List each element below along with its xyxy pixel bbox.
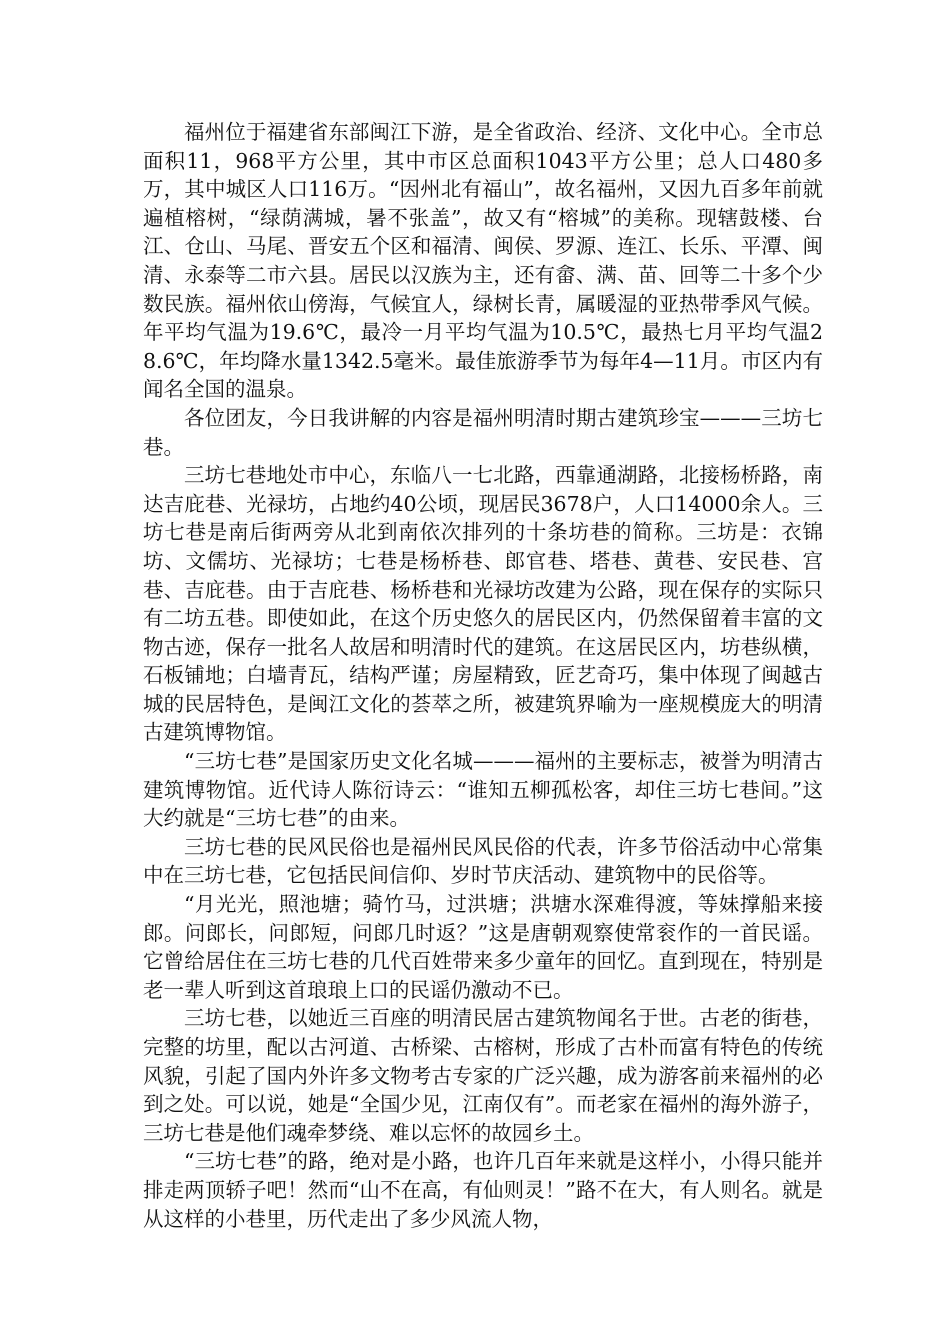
paragraph-folk-rhyme: “月光光，照池塘；骑竹马，过洪塘；洪塘水深难得渡，等妹撑船来接郎。问郎长，问郎短，问郎几时返？”这是唐朝观察使常衮作的一首民谣。它曾给居住在三坊七巷的几代百姓带来多少童年的回忆。直到现在，特别是老一辈人听到这首琅琅上口的民谣仍激动不已。 xyxy=(143,892,823,1002)
paragraph-ancient-buildings: 三坊七巷，以她近三百座的明清民居古建筑物闻名于世。古老的街巷，完整的坊里，配以古河道、古桥梁、古榕树，形成了古朴而富有特色的传统风貌，引起了国内外许多文物考古专家的广泛兴趣，成为游客前来福州的必到之处。可以说，她是“全国少见，江南仅有”。而老家在福州的海外游子，三坊七巷是他们魂牵梦绕、难以忘怀的故园乡土。 xyxy=(143,1006,823,1145)
document-page xyxy=(143,118,823,1233)
paragraph-sanfang-symbol: “三坊七巷”是国家历史文化名城———福州的主要标志，被誉为明清古建筑博物馆。近代诗人陈衍诗云：“谁知五柳孤松客，却住三坊七巷间。”这大约就是“三坊七巷”的由来。 xyxy=(143,749,823,831)
paragraph-fuzhou-overview: 福州位于福建省东部闽江下游，是全省政治、经济、文化中心。全市总面积11，968平方公里，其中市区总面积1043平方公里；总人口480多万，其中城区人口116万。“因州北有福山”，故名福州，又因九百多年前就遍植榕树，“绿荫满城，暑不张盖”，故又有“榕城”的美称。现辖鼓楼、台江、仓山、马尾、晋安五个区和福清、闽侯、罗源、连江、长乐、平潭、闽清、永泰等二市六县。居民以汉族为主，还有畲、满、苗、回等二十多个少数民族。福州依山傍海，气候宜人，绿树长青，属暖湿的亚热带季风气候。年平均气温为19.6℃，最冷一月平均气温为10.5℃，最热七月平均气温28.6℃，年均降水量1342.5毫米。最佳旅游季节为每年4—11月。市区内有闻名全国的温泉。 xyxy=(143,120,823,402)
paragraph-intro-sanfang: 各位团友，今日我讲解的内容是福州明清时期古建筑珍宝———三坊七巷。 xyxy=(143,405,823,459)
paragraph-small-lanes: “三坊七巷”的路，绝对是小路，也许几百年来就是这样小，小得只能并排走两顶轿子吧！然而“山不在高，有仙则灵！”路不在大，有人则名。就是从这样的小巷里，历代走出了多少风流人物， xyxy=(143,1149,823,1231)
paragraph-folk-customs: 三坊七巷的民风民俗也是福州民风民俗的代表，许多节俗活动中心常集中在三坊七巷，它包括民间信仰、岁时节庆活动、建筑物中的民俗等。 xyxy=(143,834,823,888)
paragraph-sanfang-location: 三坊七巷地处市中心，东临八一七北路，西靠通湖路，北接杨桥路，南达吉庇巷、光禄坊，占地约40公顷，现居民3678户，人口14000余人。三坊七巷是南后街两旁从北到南依次排列的十条坊巷的简称。三坊是：衣锦坊、文儒坊、光禄坊；七巷是杨桥巷、郎官巷、塔巷、黄巷、安民巷、宫巷、吉庇巷。由于吉庇巷、杨桥巷和光禄坊改建为公路，现在保存的实际只有二坊五巷。即使如此，在这个历史悠久的居民区内，仍然保留着丰富的文物古迹，保存一批名人故居和明清时代的建筑。在这居民区内，坊巷纵横，石板铺地；白墙青瓦，结构严谨；房屋精致，匠艺奇巧，集中体现了闽越古城的民居特色，是闽江文化的荟萃之所，被建筑界喻为一座规模庞大的明清古建筑博物馆。 xyxy=(143,463,823,745)
